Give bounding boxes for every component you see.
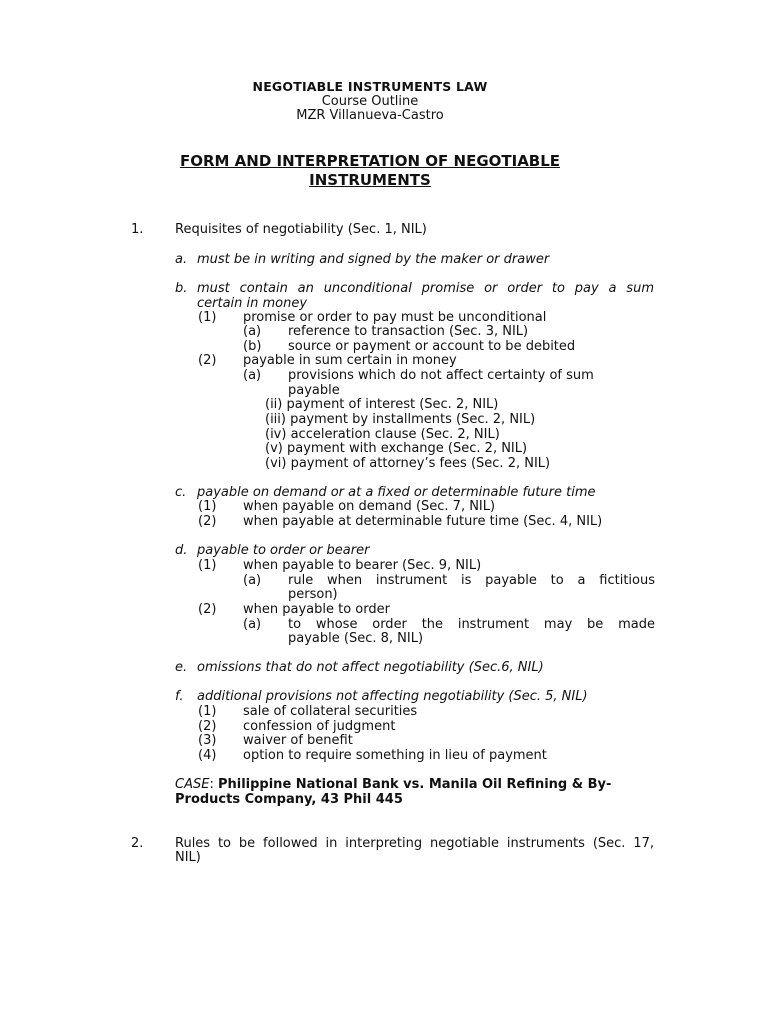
document-author: MZR Villanueva-Castro bbox=[296, 108, 444, 123]
document-subtitle: Course Outline bbox=[321, 94, 419, 109]
sub-letter: b. bbox=[175, 281, 188, 296]
subpoint-text-continued: person) bbox=[288, 587, 338, 602]
sub-text: must contain an unconditional promise or order to pay a sum bbox=[197, 281, 654, 296]
point-text: sale of collateral securities bbox=[243, 704, 418, 719]
case-line1 bbox=[175, 777, 655, 792]
subpoint-text: source or payment or account to be debited bbox=[288, 339, 576, 354]
roman-item: (v) payment with exchange (Sec. 2, NIL) bbox=[265, 441, 528, 456]
subpoint-text-continued: payable (Sec. 8, NIL) bbox=[288, 631, 424, 646]
subpoint-number: (a) bbox=[243, 573, 262, 588]
point-number: (1) bbox=[198, 310, 217, 325]
sub-text: payable to order or bearer bbox=[197, 543, 370, 558]
sub-letter: a. bbox=[175, 252, 188, 267]
case-citation: Philippine National Bank vs. Manila Oil Refining & By- bbox=[217, 777, 612, 792]
case-citation-continued: Products Company, 43 Phil 445 bbox=[175, 792, 403, 807]
point-text: promise or order to pay must be unconditional bbox=[243, 310, 547, 325]
roman-item: (iv) acceleration clause (Sec. 2, NIL) bbox=[265, 427, 500, 442]
point-number: (1) bbox=[198, 499, 217, 514]
sub-letter: c. bbox=[175, 485, 187, 500]
point-text: confession of judgment bbox=[243, 719, 396, 734]
sub-letter: e. bbox=[175, 660, 188, 675]
subpoint-text: rule when instrument is payable to a fictitious bbox=[288, 573, 655, 588]
subpoint-text: to whose order the instrument may be made bbox=[288, 617, 655, 632]
point-number: (2) bbox=[198, 602, 217, 617]
section-title-line1: FORM AND INTERPRETATION OF NEGOTIABLE bbox=[179, 152, 561, 170]
sub-text: payable on demand or at a fixed or determinable future time bbox=[197, 485, 596, 500]
point-number: (2) bbox=[198, 353, 217, 368]
subpoint-number: (a) bbox=[243, 617, 262, 632]
sub-text: must be in writing and signed by the maker or drawer bbox=[197, 252, 550, 267]
case-colon: : bbox=[209, 777, 214, 792]
sub-text-continued: certain in money bbox=[197, 296, 308, 311]
sub-text: additional provisions not affecting negotiability (Sec. 5, NIL) bbox=[197, 689, 588, 704]
roman-item: (iii) payment by installments (Sec. 2, NIL) bbox=[265, 412, 536, 427]
subpoint-number: (a) bbox=[243, 324, 262, 339]
point-text: payable in sum certain in money bbox=[243, 353, 457, 368]
point-number: (1) bbox=[198, 558, 217, 573]
sub-letter: d. bbox=[175, 543, 188, 558]
point-text: waiver of benefit bbox=[243, 733, 353, 748]
roman-item: (vi) payment of attorney’s fees (Sec. 2, NIL) bbox=[265, 456, 551, 471]
point-number: (2) bbox=[198, 514, 217, 529]
point-text: option to require something in lieu of payment bbox=[243, 748, 547, 763]
point-text: when payable to bearer (Sec. 9, NIL) bbox=[243, 558, 482, 573]
section-title-line2: INSTRUMENTS bbox=[309, 171, 431, 189]
roman-item: (ii) payment of interest (Sec. 2, NIL) bbox=[265, 397, 499, 412]
case-label: CASE bbox=[175, 777, 210, 792]
point-number: (2) bbox=[198, 719, 217, 734]
subpoint-text-continued: payable bbox=[288, 383, 340, 398]
point-text: when payable on demand (Sec. 7, NIL) bbox=[243, 499, 496, 514]
item-number: 1. bbox=[131, 222, 144, 237]
subpoint-number: (a) bbox=[243, 368, 262, 383]
point-number: (1) bbox=[198, 704, 217, 719]
subpoint-number: (b) bbox=[243, 339, 262, 354]
item-number: 2. bbox=[131, 836, 144, 851]
point-text: when payable to order bbox=[243, 602, 390, 617]
point-number: (4) bbox=[198, 748, 217, 763]
item-text: Rules to be followed in interpreting negotiable instruments (Sec. 17, bbox=[175, 836, 654, 851]
sub-letter: f. bbox=[175, 689, 184, 704]
item-text: Requisites of negotiability (Sec. 1, NIL) bbox=[175, 222, 427, 237]
subpoint-text: provisions which do not affect certainty of sum bbox=[288, 368, 594, 383]
sub-text: omissions that do not affect negotiability (Sec.6, NIL) bbox=[197, 660, 544, 675]
document-title: NEGOTIABLE INSTRUMENTS LAW bbox=[252, 79, 488, 94]
item-text-continued: NIL) bbox=[175, 850, 201, 865]
subpoint-text: reference to transaction (Sec. 3, NIL) bbox=[288, 324, 529, 339]
point-text: when payable at determinable future time (Sec. 4, NIL) bbox=[243, 514, 603, 529]
point-number: (3) bbox=[198, 733, 217, 748]
